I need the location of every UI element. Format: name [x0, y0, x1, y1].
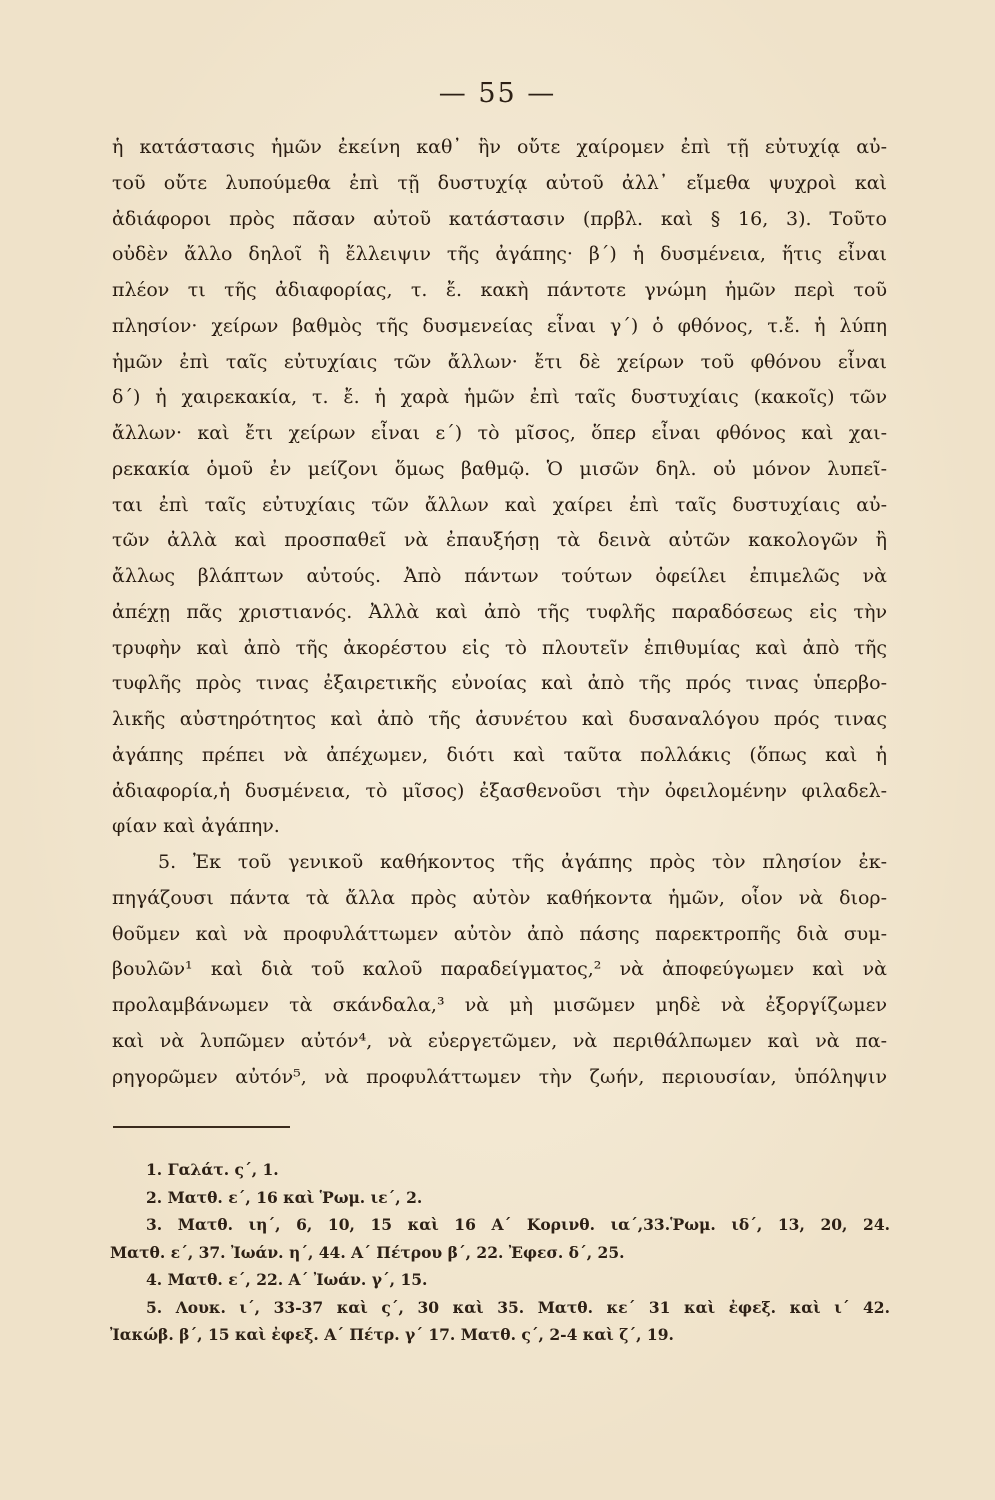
footnote-continuation: Ἰακώβ. β΄, 15 καὶ ἐφεξ. Α΄ Πέτρ. γ΄ 17. Ματθ. ς΄, 2-4 καὶ ζ΄, 19.	[110, 1325, 674, 1344]
text-line: ἄλλως βλάπτων αὐτούς. Ἀπὸ πάντων τούτων ὀφείλει ἐπιμελῶς νὰ	[112, 565, 887, 587]
text-line: ἀδιάφοροι πρὸς πᾶσαν αὐτοῦ κατάστασιν (πρβλ. καὶ § 16, 3). Τοῦτο	[112, 207, 887, 230]
text-line: προλαμβάνωμεν τὰ σκάνδαλα,³ νὰ μὴ μισῶμεν μηδὲ νὰ ἐξοργίζωμεν	[112, 994, 887, 1016]
page-number: — 55 —	[438, 78, 557, 109]
text-line: ται ἐπὶ ταῖς εὐτυχίαις τῶν ἄλλων καὶ χαίρει ἐπὶ ταῖς δυστυχίαις αὐ-	[112, 493, 887, 516]
text-line: τυφλῆς πρὸς τινας ἐξαιρετικῆς εὐνοίας καὶ ἀπὸ τῆς πρός τινας ὑπερβο-	[112, 672, 887, 695]
footnote: 2. Ματθ. ε΄, 16 καὶ Ῥωμ. ιε΄, 2.	[146, 1187, 423, 1207]
text-line: ἀγάπης πρέπει νὰ ἀπέχωμεν, διότι καὶ ταῦτα πολλάκις (ὅπως καὶ ἡ	[112, 743, 887, 766]
text-line: ρηγορῶμεν αὐτόν⁵, νὰ προφυλάττωμεν τὴν ζωήν, περιουσίαν, ὑπόληψιν	[112, 1065, 887, 1088]
footnote: 1. Γαλάτ. ς΄, 1.	[146, 1160, 279, 1179]
text-line: πλέον τι τῆς ἀδιαφορίας, τ. ἔ. κακὴ πάντοτε γνώμη ἡμῶν περὶ τοῦ	[112, 279, 887, 301]
text-line: ἡ κατάστασις ἡμῶν ἐκείνη καθ᾽ ἣν οὔτε χαίρομεν ἐπὶ τῇ εὐτυχίᾳ αὐ-	[112, 136, 887, 158]
text-line: βουλῶν¹ καὶ διὰ τοῦ καλοῦ παραδείγματος,² νὰ ἀποφεύγωμεν καὶ νὰ	[112, 958, 887, 981]
text-line: τρυφὴν καὶ ἀπὸ τῆς ἀκορέστου εἰς τὸ πλουτεῖν ἐπιθυμίας καὶ ἀπὸ τῆς	[112, 636, 887, 659]
footnote: 5. Λουκ. ι΄, 33-37 καὶ ς΄, 30 καὶ 35. Ματθ. κε΄ 31 καὶ ἐφεξ. καὶ ι΄ 42.	[146, 1297, 890, 1317]
text-line: τῶν ἀλλὰ καὶ προσπαθεῖ νὰ ἐπαυξήσῃ τὰ δεινὰ αὐτῶν κακολογῶν ἢ	[112, 529, 887, 552]
footnote-continuation: Ματθ. ε΄, 37. Ἰωάν. η΄, 44. Α΄ Πέτρου β΄, 22. Ἐφεσ. δ΄, 25.	[110, 1242, 625, 1262]
footnote: 4. Ματθ. ε΄, 22. Α΄ Ἰωάν. γ΄, 15.	[146, 1270, 428, 1289]
text-line: ἀπέχῃ πᾶς χριστιανός. Ἀλλὰ καὶ ἀπὸ τῆς τυφλῆς παραδόσεως εἰς τὴν	[112, 600, 887, 623]
text-line: τοῦ οὔτε λυπούμεθα ἐπὶ τῇ δυστυχίᾳ αὐτοῦ ἀλλ᾽ εἴμεθα ψυχροὶ καὶ	[112, 171, 887, 194]
text-line: οὐδὲν ἄλλο δηλοῖ ἢ ἔλλειψιν τῆς ἀγάπης· β΄) ἡ δυσμένεια, ἥτις εἶναι	[112, 243, 887, 266]
text-line: ἀδιαφορία,ἡ δυσμένεια, τὸ μῖσος) ἐξασθενοῦσι τὴν ὀφειλομένην φιλαδελ-	[112, 779, 887, 802]
text-line: δ΄) ἡ χαιρεκακία, τ. ἔ. ἡ χαρὰ ἡμῶν ἐπὶ ταῖς δυστυχίαις (κακοῖς) τῶν	[112, 386, 887, 409]
text-line: θοῦμεν καὶ νὰ προφυλάττωμεν αὐτὸν ἀπὸ πάσης παρεκτροπῆς διὰ συμ-	[112, 922, 887, 945]
text-line: λικῆς αὐστηρότητος καὶ ἀπὸ τῆς ἀσυνέτου καὶ δυσαναλόγου πρός τινας	[112, 708, 887, 730]
main-text	[112, 130, 887, 1095]
text-line: ρεκακία ὁμοῦ ἐν μείζονι ὅμως βαθμῷ. Ὁ μισῶν δηλ. οὐ μόνον λυπεῖ-	[112, 457, 887, 480]
footnote-divider	[113, 1126, 290, 1128]
footnotes	[110, 1156, 890, 1349]
text-line: ἄλλων· καὶ ἔτι χείρων εἶναι ε΄) τὸ μῖσος, ὅπερ εἶναι φθόνος καὶ χαι-	[112, 422, 887, 444]
text-line: 5. Ἐκ τοῦ γενικοῦ καθήκοντος τῆς ἀγάπης πρὸς τὸν πλησίον ἐκ-	[158, 851, 887, 873]
footnote: 3. Ματθ. ιη΄, 6, 10, 15 καὶ 16 Α΄ Κορινθ. ια΄,33.Ῥωμ. ιδ΄, 13, 20, 24.	[146, 1215, 890, 1234]
text-line: φίαν καὶ ἀγάπην.	[112, 815, 280, 838]
text-line: πλησίον· χείρων βαθμὸς τῆς δυσμενείας εἶναι γ΄) ὁ φθόνος, τ.ἔ. ἡ λύπη	[112, 314, 887, 337]
text-line: καὶ νὰ λυπῶμεν αὐτόν⁴, νὰ εὐεργετῶμεν, νὰ περιθάλπωμεν καὶ νὰ πα-	[112, 1029, 887, 1052]
text-line: ἡμῶν ἐπὶ ταῖς εὐτυχίαις τῶν ἄλλων· ἔτι δὲ χείρων τοῦ φθόνου εἶναι	[112, 350, 887, 373]
text-line: πηγάζουσι πάντα τὰ ἄλλα πρὸς αὐτὸν καθήκοντα ἡμῶν, οἷον νὰ διορ-	[112, 886, 887, 909]
